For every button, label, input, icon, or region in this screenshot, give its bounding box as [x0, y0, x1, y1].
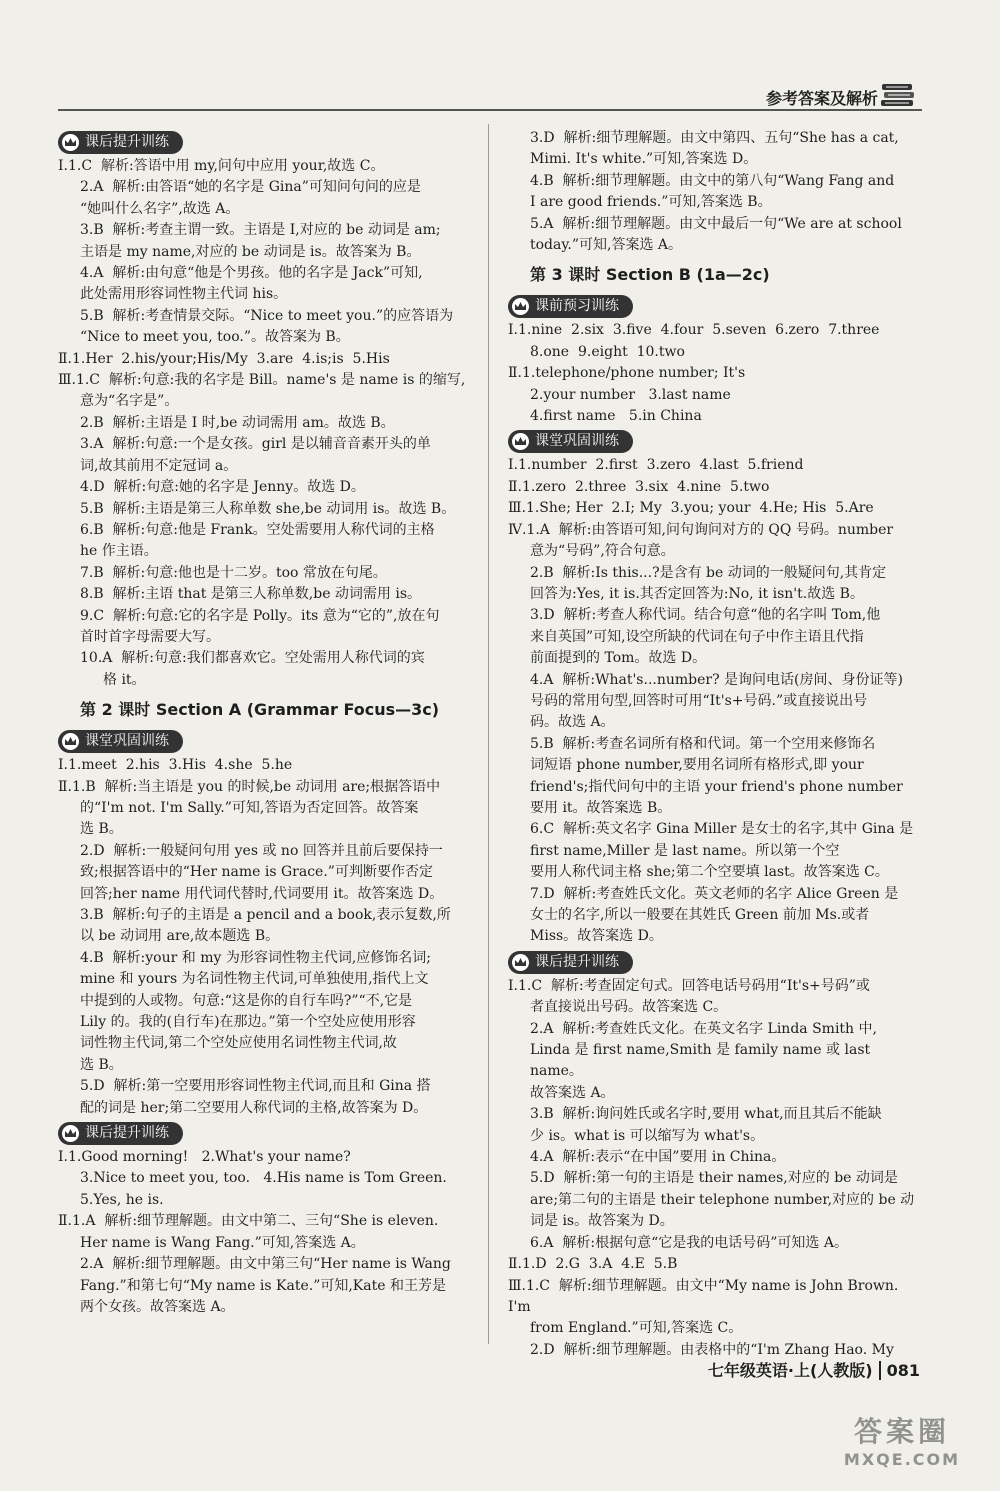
- section-tag: [508, 295, 633, 318]
- answer-line: 的“I'm not. I'm Sally.”可知,答语为否定回答。故答案: [80, 799, 419, 816]
- answer-line: 词短语 phone number,要用名词所有格形式,即 your: [530, 757, 864, 774]
- answer-line: 词性物主代词,第二个空处应使用名词性物主代词,故: [80, 1035, 397, 1052]
- answer-line: 2.A 解析:由答语“她的名字是 Gina”可知问句问的应是: [80, 179, 421, 196]
- answer-line: 5.A 解析:细节理解题。由文中最后一句“We are at school: [530, 215, 902, 232]
- watermark: [812, 1410, 992, 1469]
- answer-line: 要用 it。故答案选 B。: [530, 799, 672, 816]
- section-tag: [508, 430, 633, 453]
- section-tag-label: 课前预习训练: [535, 298, 619, 315]
- answer-line: 号码的常用句型,回答时可用“It's+号码.”或直接说出号: [530, 692, 868, 709]
- answer-line: 3.D 解析:细节理解题。由文中第四、五句“She has a cat,: [530, 130, 899, 146]
- answer-line: Ⅱ.1.D 2.G 3.A 4.E 5.B: [508, 1256, 678, 1273]
- answer-line: 5.B 解析:考查情景交际。“Nice to meet you.”的应答语为: [80, 307, 454, 324]
- answer-line: 10.A 解析:句意:我们都喜欢它。空处需用人称代词的宾: [80, 650, 425, 667]
- answer-line: 两个女孩。故答案选 A。: [80, 1298, 235, 1315]
- answer-line: Ⅰ.1.Good morning! 2.What's your name?: [58, 1149, 351, 1166]
- answer-line: Ⅲ.1.C 解析:细节理解题。由文中“My name is John Brown. I'm: [508, 1277, 903, 1315]
- answer-line: Ⅰ.1.meet 2.his 3.His 4.she 5.he: [58, 757, 293, 774]
- answer-line: 此处需用形容词性物主代词 his。: [80, 286, 288, 303]
- answer-line: Mimi. It's white.”可知,答案选 D。: [530, 151, 758, 168]
- answer-line: 2.D 解析:一般疑问句用 yes 或 no 回答并且前后要保持一: [80, 842, 443, 859]
- column-divider: [488, 124, 489, 1344]
- answer-line: 2.B 解析:主语是 I 时,be 动词需用 am。故选 B。: [80, 414, 395, 431]
- answer-line: 5.Yes, he is.: [80, 1191, 164, 1208]
- section-tag: [58, 131, 183, 154]
- answer-line: 8.one 9.eight 10.two: [530, 343, 685, 360]
- answer-line: 6.C 解析:英文名字 Gina Miller 是女士的名字,其中 Gina 是: [530, 821, 914, 838]
- crown-icon: [512, 298, 529, 315]
- answer-line: 回答;her name 用代词代替时,代词要用 it。故答案选 D。: [80, 885, 444, 902]
- answer-line: “她叫什么名字”,故选 A。: [80, 200, 240, 217]
- answer-line: from England.”可知,答案选 C。: [530, 1320, 743, 1337]
- answer-line: 5.D 解析:第一句的主语是 their names,对应的 be 动词是: [530, 1170, 898, 1187]
- lesson-title: 第 2 课时 Section A (Grammar Focus—3c): [80, 700, 440, 720]
- answer-line: “Nice to meet you, too.”。故答案为 B。: [80, 329, 350, 346]
- answer-line: Ⅳ.1.A 解析:由答语可知,问句询问对方的 QQ 号码。number: [508, 521, 894, 538]
- answer-line: 4.A 解析:由句意“他是个男孩。他的名字是 Jack”可知,: [80, 265, 423, 282]
- answer-line: 4.B 解析:细节理解题。由文中的第八句“Wang Fang and: [530, 172, 895, 189]
- answer-line: 5.B 解析:考查名词所有格和代词。第一个空用来修饰名: [530, 735, 876, 752]
- answer-line: 词是 is。故答案为 D。: [530, 1213, 674, 1230]
- answer-line: friend's;指代问句中的主语 your friend's phone number: [530, 778, 903, 795]
- answer-line: 4.B 解析:your 和 my 为形容词性物主代词,应修饰名词;: [80, 949, 432, 966]
- answer-line: 词,故其前用不定冠词 a。: [80, 457, 238, 474]
- answer-line: 9.C 解析:句意:它的名字是 Polly。its 意为“它的”,放在句: [80, 607, 440, 624]
- section-tag-label: 课后提升训练: [535, 953, 619, 970]
- answer-line: Ⅰ.1.number 2.first 3.zero 4.last 5.friend: [508, 457, 804, 474]
- answer-line: 2.B 解析:Is this...?是含有 be 动词的一般疑问句,其肯定: [530, 564, 887, 581]
- answer-line: 6.A 解析:根据句意“它是我的电话号码”可知选 A。: [530, 1234, 848, 1251]
- answer-line: I are good friends.”可知,答案选 B。: [530, 194, 772, 211]
- answer-line: first name,Miller 是 last name。所以第一个空: [530, 842, 840, 859]
- answer-line: 前面提到的 Tom。故选 D。: [530, 650, 707, 667]
- answer-line: 配的词是 her;第二空要用人称代词的主格,故答案为 D。: [80, 1099, 428, 1116]
- answer-line: Linda 是 first name,Smith 是 family name 或 last name。: [530, 1042, 875, 1080]
- answer-line: 3.B 解析:询问姓氏或名字时,要用 what,而且其后不能缺: [530, 1106, 882, 1123]
- left-column: [58, 128, 473, 1318]
- crown-icon: [512, 954, 529, 971]
- answer-line: 2.your number 3.last name: [530, 386, 731, 403]
- crown-icon: [62, 1125, 79, 1142]
- answer-line: 4.A 解析:What's...number? 是询问电话(房间、身份证等): [530, 671, 903, 688]
- answer-line: 者直接说出号码。故答案选 C。: [530, 999, 728, 1016]
- answer-line: 8.B 解析:主语 that 是第三人称单数,be 动词需用 is。: [80, 586, 422, 603]
- answer-line: 主语是 my name,对应的 be 动词是 is。故答案为 B。: [80, 243, 421, 260]
- answer-line: 码。故选 A。: [530, 714, 615, 731]
- answer-line: Ⅱ.1.telephone/phone number; It's: [508, 365, 746, 382]
- crown-icon: [62, 733, 79, 750]
- answer-line: 3.D 解析:考查人称代词。结合句意“他的名字叫 Tom,他: [530, 607, 881, 624]
- section-tag: [508, 951, 633, 974]
- header-rule: [58, 109, 922, 111]
- answer-line: 少 is。what is 可以缩写为 what's。: [530, 1127, 765, 1144]
- answer-line: today.”可知,答案选 A。: [530, 237, 683, 254]
- section-tag: [58, 730, 183, 753]
- answer-line: 5.B 解析:主语是第三人称单数 she,be 动词用 is。故选 B。: [80, 500, 456, 517]
- answer-line: Ⅱ.1.Her 2.his/your;His/My 3.are 4.is;is 5.His: [58, 350, 390, 367]
- answer-line: 3.B 解析:考查主谓一致。主语是 I,对应的 be 动词是 am;: [80, 222, 441, 239]
- answer-line: Ⅰ.1.C 解析:考查固定句式。回答电话号码用“It's+号码”或: [508, 977, 870, 994]
- answer-line: 首时首字母需要大写。: [80, 628, 220, 645]
- answer-line: 4.A 解析:表示“在中国”要用 in China。: [530, 1149, 786, 1166]
- answer-line: 3.A 解析:句意:一个是女孩。girl 是以辅音音素开头的单: [80, 436, 431, 453]
- answer-line: 7.D 解析:考查姓氏文化。英文老师的名字 Alice Green 是: [530, 885, 899, 902]
- answer-line: Ⅰ.1.nine 2.six 3.five 4.four 5.seven 6.zero 7.three: [508, 322, 880, 339]
- answer-line: 2.A 解析:考查姓氏文化。在英文名字 Linda Smith 中,: [530, 1020, 877, 1037]
- watermark-line1: 答案圈: [853, 1415, 950, 1448]
- answer-line: 意为“号码”,符合句意。: [530, 543, 675, 560]
- answer-line: mine 和 yours 为名词性物主代词,可单独使用,指代上文: [80, 971, 429, 988]
- crown-icon: [512, 433, 529, 450]
- section-tag-label: 课后提升训练: [85, 1125, 169, 1142]
- answer-line: 6.B 解析:句意:他是 Frank。空处需要用人称代词的主格: [80, 521, 435, 538]
- answer-line: 意为“名字是”。: [80, 393, 179, 410]
- answer-line: 中提到的人或物。句意:“这是你的自行车吗?”“不,它是: [80, 992, 413, 1009]
- answer-line: 2.A 解析:细节理解题。由文中第三句“Her name is Wang: [80, 1256, 451, 1273]
- answer-line: Fang.”和第七句“My name is Kate.”可知,Kate 和王芳是: [80, 1277, 446, 1294]
- section-tag-label: 课后提升训练: [85, 134, 169, 150]
- answer-line: he 作主语。: [80, 543, 158, 560]
- answer-line: 故答案选 A。: [530, 1084, 615, 1101]
- answer-line: Lily 的。我的(自行车)在那边。”第一个空处应使用形容: [80, 1014, 416, 1031]
- answer-line: 3.B 解析:句子的主语是 a pencil and a book,表示复数,所: [80, 907, 451, 923]
- answer-line: Ⅱ.1.B 解析:当主语是 you 的时候,be 动词用 are;根据答语中: [58, 778, 441, 795]
- footer-book-title: 七年级英语·上(人教版): [707, 1361, 873, 1380]
- watermark-line2: MXQE.COM: [843, 1450, 961, 1469]
- answer-line: Ⅲ.1.She; Her 2.I; My 3.you; your 4.He; His 5.Are: [508, 500, 874, 517]
- answer-line: 5.D 解析:第一空要用形容词性物主代词,而且和 Gina 搭: [80, 1078, 431, 1095]
- header-title: 参考答案及解析: [765, 89, 878, 108]
- page-footer: [708, 1358, 920, 1381]
- answer-line: Her name is Wang Fang.”可知,答案选 A。: [80, 1234, 365, 1251]
- answer-line: 4.D 解析:句意:她的名字是 Jenny。故选 D。: [80, 479, 365, 496]
- section-tag: [58, 1122, 183, 1145]
- answer-line: Ⅱ.1.zero 2.three 3.six 4.nine 5.two: [508, 478, 770, 495]
- books-icon: [880, 80, 916, 110]
- right-column: [508, 128, 922, 1361]
- answer-line: Ⅱ.1.A 解析:细节理解题。由文中第二、三句“She is eleven.: [58, 1213, 439, 1230]
- answer-line: 7.B 解析:句意:他也是十二岁。too 常放在句尾。: [80, 564, 387, 581]
- answer-line: 格 it。: [103, 671, 146, 688]
- section-tag-label: 课堂巩固训练: [535, 433, 619, 450]
- crown-icon: [62, 134, 79, 151]
- section-tag-label: 课堂巩固训练: [85, 733, 169, 750]
- answer-line: Ⅰ.1.C 解析:答语中用 my,问句中应用 your,故选 C。: [58, 158, 385, 174]
- answer-line: are;第二句的主语是 their telephone number,对应的 be 动: [530, 1191, 915, 1208]
- answer-line: 2.D 解析:细节理解题。由表格中的“I'm Zhang Hao. My: [530, 1341, 894, 1358]
- answer-line: 选 B。: [80, 821, 123, 838]
- answer-line: 4.first name 5.in China: [530, 408, 702, 425]
- answer-line: 选 B。: [80, 1056, 123, 1073]
- answer-line: 要用人称代词主格 she;第二个空要填 last。故答案选 C。: [530, 864, 889, 881]
- answer-line: 来自英国”可知,设空所缺的代词在句子中作主语且代指: [530, 628, 864, 645]
- answer-line: 致;根据答语中的“Her name is Grace.”可判断要作否定: [80, 864, 433, 881]
- lesson-title: 第 3 课时 Section B (1a—2c): [530, 265, 770, 285]
- page-number: 081: [879, 1361, 920, 1380]
- answer-line: 3.Nice to meet you, too. 4.His name is Tom Green.: [80, 1170, 447, 1187]
- answer-line: 回答为:Yes, it is.其否定回答为:No, it isn't.故选 B。: [530, 585, 864, 602]
- answer-line: 女士的名字,所以一般要在其姓氏 Green 前加 Ms.或者: [530, 907, 870, 923]
- answer-line: Ⅲ.1.C 解析:句意:我的名字是 Bill。name's 是 name is 的缩写,: [58, 372, 466, 389]
- answer-line: 以 be 动词用 are,故本题选 B。: [80, 928, 280, 945]
- answer-line: Miss。故答案选 D。: [530, 928, 663, 945]
